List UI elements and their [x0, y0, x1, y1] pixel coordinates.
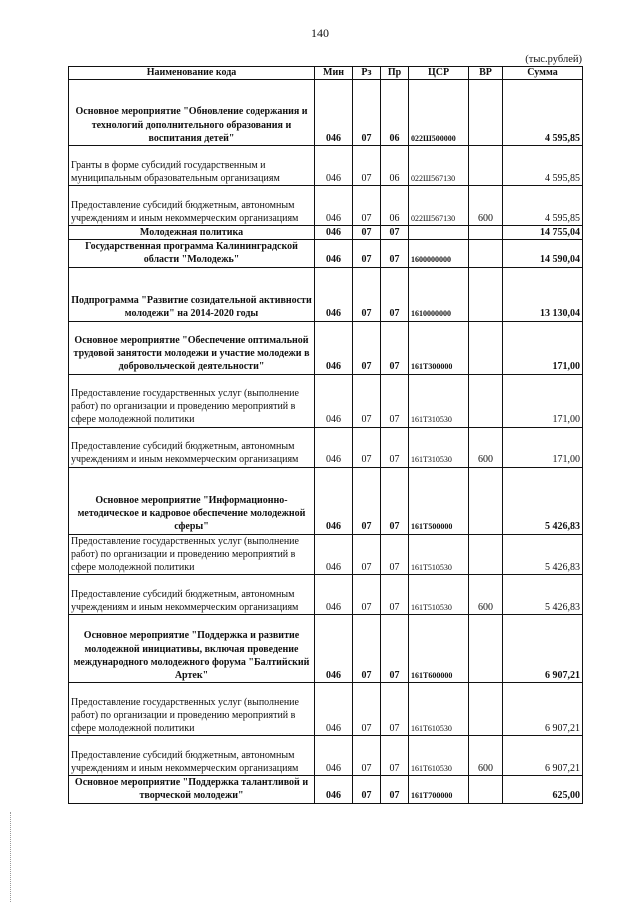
table-row — [69, 186, 583, 226]
row-pr: 07 — [381, 240, 409, 267]
row-min: 046 — [315, 534, 353, 575]
table-row — [69, 683, 583, 736]
header-pr: Пр — [381, 67, 409, 80]
table-row — [69, 534, 583, 575]
header-sum: Сумма — [503, 67, 583, 80]
row-min: 046 — [315, 736, 353, 776]
row-csr: 022Ш500000 — [409, 80, 469, 146]
row-name: Основное мероприятие "Информационно-методическое и кадровое обеспечение молодежной сферы" — [69, 467, 315, 534]
row-rz: 07 — [353, 534, 381, 575]
row-pr: 07 — [381, 776, 409, 803]
row-name: Предоставление государственных услуг (выполнение работ) по организации и проведению мероприятий в сфере молодежной политики — [69, 534, 315, 575]
table-row — [69, 226, 583, 240]
table-row — [69, 427, 583, 467]
row-name: Основное мероприятие "Обновление содержания и технологий дополнительного образования и воспитания детей" — [69, 80, 315, 146]
row-csr: 161Т310530 — [409, 427, 469, 467]
table-row — [69, 240, 583, 267]
row-name: Основное мероприятие "Поддержка талантливой и творческой молодежи" — [69, 776, 315, 803]
row-sum: 4 595,85 — [503, 186, 583, 226]
row-csr: 161Т600000 — [409, 615, 469, 683]
row-pr: 07 — [381, 226, 409, 240]
row-sum: 625,00 — [503, 776, 583, 803]
row-csr: 1610000000 — [409, 267, 469, 321]
row-pr: 07 — [381, 267, 409, 321]
row-min: 046 — [315, 615, 353, 683]
row-pr: 07 — [381, 321, 409, 374]
row-pr: 06 — [381, 80, 409, 146]
table-header-row — [69, 67, 583, 80]
row-sum: 13 130,04 — [503, 267, 583, 321]
table-row — [69, 374, 583, 427]
row-name: Гранты в форме субсидий государственным и муниципальным образовательным организациям — [69, 146, 315, 186]
row-vr — [469, 374, 503, 427]
row-name: Предоставление субсидий бюджетным, автономным учреждениям и иным некоммерческим организациям — [69, 575, 315, 615]
row-sum: 6 907,21 — [503, 736, 583, 776]
page-number: 140 — [311, 26, 329, 40]
table-row — [69, 736, 583, 776]
row-vr — [469, 240, 503, 267]
row-rz: 07 — [353, 240, 381, 267]
row-vr — [469, 534, 503, 575]
row-vr: 600 — [469, 736, 503, 776]
table-row — [69, 80, 583, 146]
row-sum: 14 755,04 — [503, 226, 583, 240]
scan-margin-marks — [10, 812, 13, 902]
row-min: 046 — [315, 427, 353, 467]
row-vr: 600 — [469, 186, 503, 226]
row-rz: 07 — [353, 427, 381, 467]
row-csr: 022Ш567130 — [409, 146, 469, 186]
row-name: Государственная программа Калининградской области "Молодежь" — [69, 240, 315, 267]
row-rz: 07 — [353, 226, 381, 240]
header-min: Мин — [315, 67, 353, 80]
row-pr: 07 — [381, 575, 409, 615]
row-sum: 171,00 — [503, 321, 583, 374]
row-min: 046 — [315, 321, 353, 374]
row-csr: 161Т310530 — [409, 374, 469, 427]
row-vr — [469, 615, 503, 683]
row-csr: 161Т510530 — [409, 575, 469, 615]
row-name: Основное мероприятие "Обеспечение оптимальной трудовой занятости молодежи и участие молодежи в добровольческой деятельности" — [69, 321, 315, 374]
table-row — [69, 321, 583, 374]
table-row — [69, 776, 583, 803]
row-sum: 171,00 — [503, 427, 583, 467]
row-vr — [469, 267, 503, 321]
row-csr: 161Т700000 — [409, 776, 469, 803]
row-rz: 07 — [353, 374, 381, 427]
row-min: 046 — [315, 226, 353, 240]
row-name: Предоставление государственных услуг (выполнение работ) по организации и проведению мероприятий в сфере молодежной политики — [69, 683, 315, 736]
row-sum: 171,00 — [503, 374, 583, 427]
row-vr: 600 — [469, 575, 503, 615]
row-csr: 1600000000 — [409, 240, 469, 267]
row-min: 046 — [315, 267, 353, 321]
row-pr: 07 — [381, 736, 409, 776]
header-name: Наименование кода — [69, 67, 315, 80]
row-min: 046 — [315, 575, 353, 615]
row-vr — [469, 683, 503, 736]
header-vr: ВР — [469, 67, 503, 80]
row-csr: 161Т510530 — [409, 534, 469, 575]
header-rz: Рз — [353, 67, 381, 80]
row-min: 046 — [315, 240, 353, 267]
row-min: 046 — [315, 467, 353, 534]
row-vr: 600 — [469, 427, 503, 467]
row-vr — [469, 321, 503, 374]
row-csr: 161Т300000 — [409, 321, 469, 374]
row-rz: 07 — [353, 683, 381, 736]
row-name: Предоставление субсидий бюджетным, автономным учреждениям и иным некоммерческим организациям — [69, 736, 315, 776]
row-sum: 6 907,21 — [503, 683, 583, 736]
table-row — [69, 615, 583, 683]
row-min: 046 — [315, 683, 353, 736]
row-rz: 07 — [353, 267, 381, 321]
row-min: 046 — [315, 186, 353, 226]
row-vr — [469, 467, 503, 534]
row-min: 046 — [315, 146, 353, 186]
table-row — [69, 575, 583, 615]
row-rz: 07 — [353, 321, 381, 374]
row-name: Подпрограмма "Развитие созидательной активности молодежи" на 2014-2020 годы — [69, 267, 315, 321]
row-vr — [469, 146, 503, 186]
row-min: 046 — [315, 776, 353, 803]
row-rz: 07 — [353, 186, 381, 226]
row-pr: 06 — [381, 146, 409, 186]
row-name: Предоставление государственных услуг (выполнение работ) по организации и проведению мероприятий в сфере молодежной политики — [69, 374, 315, 427]
row-vr — [469, 80, 503, 146]
row-sum: 4 595,85 — [503, 146, 583, 186]
row-name: Предоставление субсидий бюджетным, автономным учреждениям и иным некоммерческим организациям — [69, 186, 315, 226]
row-vr — [469, 226, 503, 240]
row-sum: 6 907,21 — [503, 615, 583, 683]
row-pr: 06 — [381, 186, 409, 226]
row-vr — [469, 776, 503, 803]
units-label: (тыс.рублей) — [525, 54, 582, 65]
budget-table — [68, 66, 583, 804]
table-row — [69, 467, 583, 534]
table-row — [69, 146, 583, 186]
row-csr: 022Ш567130 — [409, 186, 469, 226]
row-rz: 07 — [353, 80, 381, 146]
row-pr: 07 — [381, 615, 409, 683]
row-sum: 5 426,83 — [503, 467, 583, 534]
row-csr: 161Т610530 — [409, 683, 469, 736]
row-rz: 07 — [353, 467, 381, 534]
row-pr: 07 — [381, 427, 409, 467]
row-sum: 5 426,83 — [503, 575, 583, 615]
table-row — [69, 267, 583, 321]
row-csr: 161Т500000 — [409, 467, 469, 534]
row-rz: 07 — [353, 776, 381, 803]
row-rz: 07 — [353, 736, 381, 776]
row-csr — [409, 226, 469, 240]
row-pr: 07 — [381, 534, 409, 575]
row-sum: 4 595,85 — [503, 80, 583, 146]
row-min: 046 — [315, 80, 353, 146]
row-pr: 07 — [381, 467, 409, 534]
row-sum: 5 426,83 — [503, 534, 583, 575]
row-sum: 14 590,04 — [503, 240, 583, 267]
row-name: Предоставление субсидий бюджетным, автономным учреждениям и иным некоммерческим организациям — [69, 427, 315, 467]
header-csr: ЦСР — [409, 67, 469, 80]
row-csr: 161Т610530 — [409, 736, 469, 776]
row-rz: 07 — [353, 575, 381, 615]
row-name: Молодежная политика — [69, 226, 315, 240]
row-rz: 07 — [353, 615, 381, 683]
row-pr: 07 — [381, 374, 409, 427]
row-pr: 07 — [381, 683, 409, 736]
row-name: Основное мероприятие "Поддержка и развитие молодежной инициативы, включая проведение международного молодежного форума "Балтийский Артек" — [69, 615, 315, 683]
row-rz: 07 — [353, 146, 381, 186]
row-min: 046 — [315, 374, 353, 427]
